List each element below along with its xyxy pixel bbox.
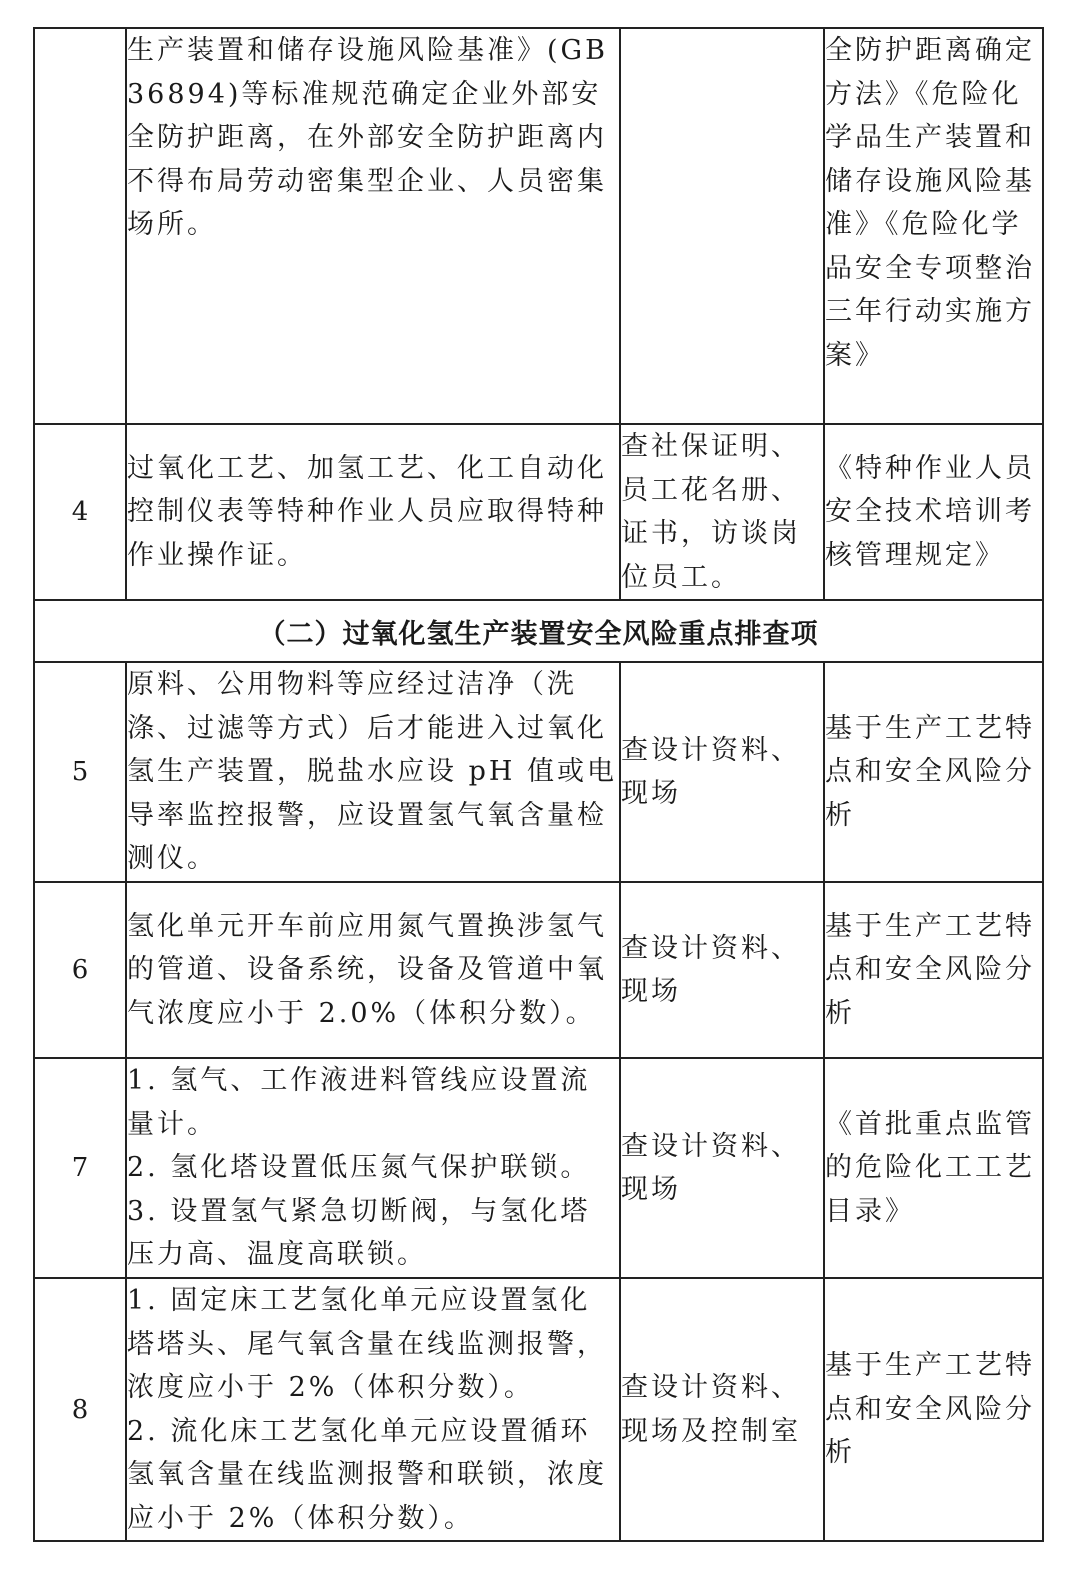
basis-cell: 全防护距离确定方法》《危险化学品生产装置和储存设施风险基准》《危险化学品安全专项整治三年行动实施方案》	[824, 28, 1043, 424]
section-title: （二）过氧化氢生产装置安全风险重点排查项	[34, 600, 1043, 662]
requirement-cell: 原料、公用物料等应经过洁净（洗涤、过滤等方式）后才能进入过氧化氢生产装置，脱盐水应设 pH 值或电导率监控报警，应设置氢气氧含量检测仪。	[126, 662, 620, 882]
table-row	[34, 424, 1043, 600]
requirement-cell	[126, 1278, 620, 1541]
basis-cell: 基于生产工艺特点和安全风险分析	[824, 1278, 1043, 1541]
table-row	[34, 1058, 1043, 1278]
method-cell: 查设计资料、现场	[620, 1058, 824, 1278]
method-cell: 查设计资料、现场及控制室	[620, 1278, 824, 1541]
requirement-cell	[126, 1058, 620, 1278]
requirement-line: 1. 固定床工艺氢化单元应设置氢化塔塔头、尾气氧含量在线监测报警，浓度应小于 2%（体积分数）。	[127, 1285, 607, 1403]
method-cell: 查设计资料、现场	[620, 662, 824, 882]
requirement-line: 1. 氢气、工作液进料管线应设置流量计。	[127, 1065, 591, 1140]
basis-cell: 《特种作业人员安全技术培训考核管理规定》	[824, 424, 1043, 600]
table-row	[34, 28, 1043, 424]
requirement-cell: 氢化单元开车前应用氮气置换涉氢气的管道、设备系统，设备及管道中氧气浓度应小于 2.0%（体积分数）。	[126, 882, 620, 1058]
row-number: 4	[34, 424, 126, 600]
row-number: 7	[34, 1058, 126, 1278]
inspection-table	[33, 27, 1044, 1542]
basis-cell: 基于生产工艺特点和安全风险分析	[824, 662, 1043, 882]
row-number: 8	[34, 1278, 126, 1541]
method-cell: 查设计资料、现场	[620, 882, 824, 1058]
section-row	[34, 600, 1043, 662]
requirement-line: 3. 设置氢气紧急切断阀，与氢化塔压力高、温度高联锁。	[127, 1195, 591, 1271]
table-row	[34, 1278, 1043, 1541]
row-number	[34, 28, 126, 424]
basis-cell: 《首批重点监管的危险化工工艺目录》	[824, 1058, 1043, 1278]
requirement-cell: 过氧化工艺、加氢工艺、化工自动化控制仪表等特种作业人员应取得特种作业操作证。	[126, 424, 620, 600]
requirement-cell: 生产装置和储存设施风险基准》(GB 36894)等标准规范确定企业外部安全防护距离，在外部安全防护距离内不得布局劳动密集型企业、人员密集场所。	[126, 28, 620, 424]
basis-cell: 基于生产工艺特点和安全风险分析	[824, 882, 1043, 1058]
table-row	[34, 662, 1043, 882]
requirement-line: 2. 流化床工艺氢化单元应设置循环氢氧含量在线监测报警和联锁，浓度应小于 2%（体积分数）。	[127, 1415, 607, 1534]
row-number: 6	[34, 882, 126, 1058]
table-row	[34, 882, 1043, 1058]
requirement-line: 2. 氢化塔设置低压氮气保护联锁。	[127, 1152, 591, 1184]
row-number: 5	[34, 662, 126, 882]
method-cell	[620, 28, 824, 424]
method-cell: 查社保证明、员工花名册、证书，访谈岗位员工。	[620, 424, 824, 600]
